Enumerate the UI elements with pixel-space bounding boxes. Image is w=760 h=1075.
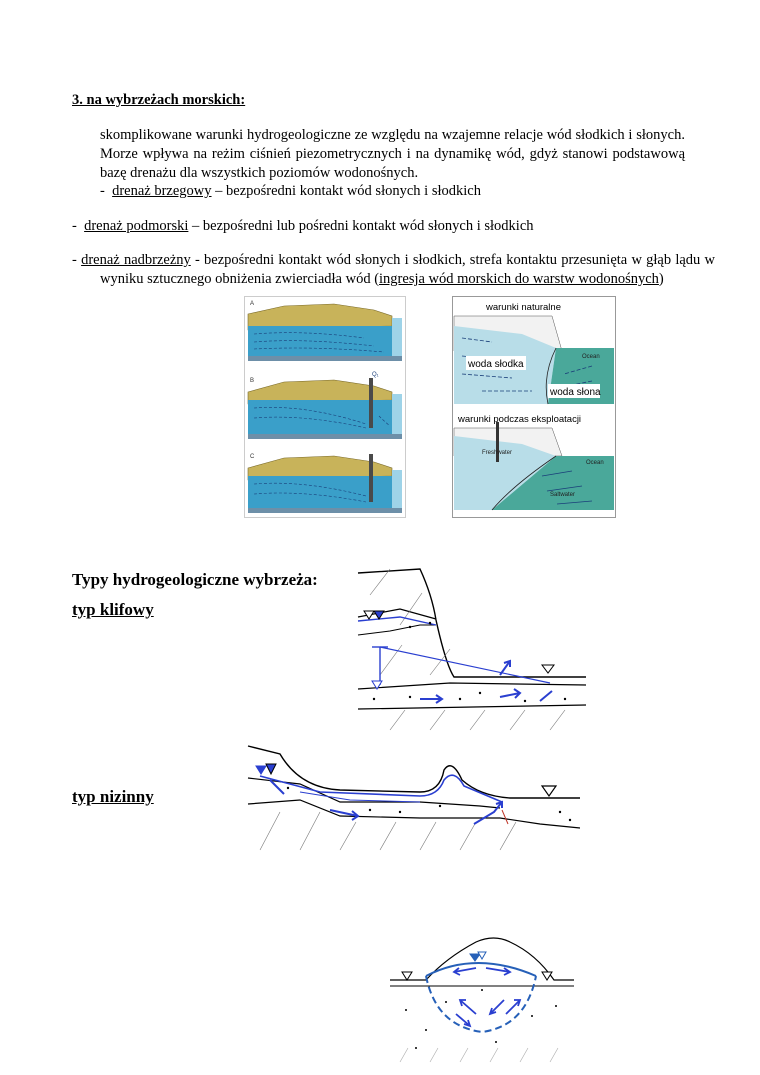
cliff-type-label: typ klifowy	[72, 600, 154, 619]
flow-arrows	[420, 661, 552, 703]
label-salt-water: woda słona	[550, 387, 601, 398]
description: – bezpośredni lub pośredni kontakt wód słonych i słodkich	[188, 218, 534, 234]
panel-label: A	[250, 301, 255, 307]
figure-saltwater-intrusion	[452, 296, 616, 518]
description: – bezpośredni kontakt wód słonych i słodkich	[211, 183, 481, 199]
label-fresh-water: woda słodka	[468, 359, 524, 370]
figure-coastal-sections	[244, 296, 406, 518]
intro-paragraph: skomplikowane warunki hydrogeologiczne ze względu na wzajemne relacje wód słodkich i słonych. Morze wpływa na reżim ciśnień piezometrycznych i na dynamikę wód, gdyż stanowi podstawową bazę drenażu dla wszystkich poziomów wodonośnych.	[100, 127, 685, 181]
coast-types-title: Typy hydrogeologiczne wybrzeża:	[72, 570, 318, 589]
hatching	[400, 1048, 558, 1062]
well-label: Q₁	[372, 372, 379, 378]
diagram-cliff-type	[350, 565, 600, 735]
label-saltwater: Saltwater	[550, 492, 576, 498]
bullet: -	[100, 183, 105, 199]
closing-paren: )	[658, 271, 664, 287]
lowland-type-label: typ nizinny	[72, 787, 154, 806]
list-item-drenaz-nadbrzezny	[72, 251, 715, 289]
sediment-dots	[373, 622, 566, 702]
term: drenaż brzegowy	[112, 183, 212, 199]
label-ocean-2: Ocean	[586, 460, 604, 466]
bullet: -	[72, 218, 77, 234]
description: - bezpośredni kontakt wód słonych i słodkich, strefa kontaktu przesunięta w głąb lądu w wyniku sztucznego obniżenia zwierciadła wód (	[100, 252, 715, 287]
sediment-dots	[405, 989, 557, 1049]
diagram-lowland-type	[240, 740, 590, 860]
ingression-link: ingresja wód morskich do warstw wodonośnych	[379, 271, 659, 287]
list-item-drenaz-brzegowy	[100, 182, 481, 201]
label-natural: warunki naturalne	[486, 302, 561, 313]
flow-arrows	[454, 968, 520, 1026]
term: drenaż nadbrzeżny	[81, 252, 191, 268]
diagram-freshwater-lens	[386, 930, 578, 1066]
bullet: -	[72, 252, 77, 268]
section-heading: 3. na wybrzeżach morskich:	[72, 92, 246, 108]
panel-label: C	[250, 454, 255, 460]
label-ocean: Ocean	[582, 354, 600, 360]
label-exploitation: warunki podczas eksploatacji	[458, 414, 582, 425]
term: drenaż podmorski	[84, 218, 189, 234]
list-item-drenaz-podmorski	[72, 217, 534, 236]
label-freshwater: Freshwater	[482, 450, 513, 456]
panel-label: B	[250, 378, 255, 384]
